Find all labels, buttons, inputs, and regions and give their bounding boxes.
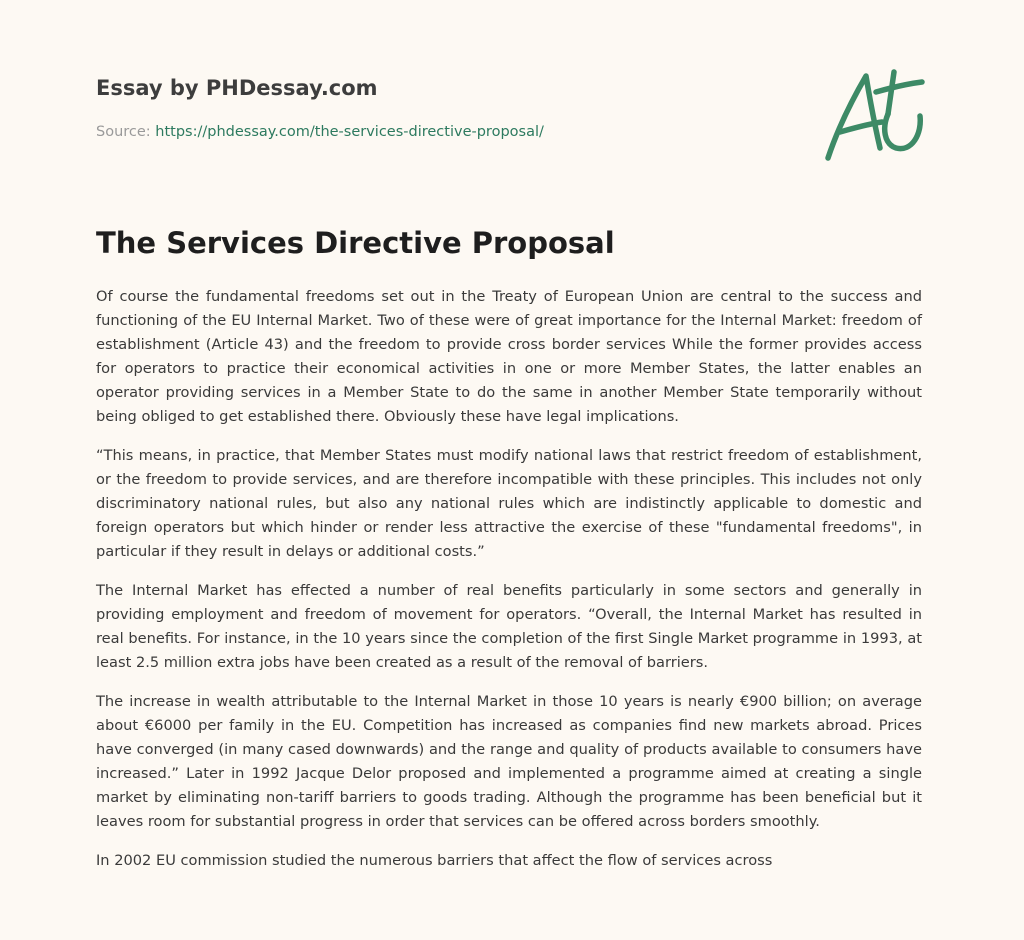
- paragraph: The Internal Market has effected a number of real benefits particularly in some sectors and generally in providing employment and freedom of movement for operators. “Overall, the Internal Market has resulted in real benefits. For instance, in the 10 years since the completion of the first Single Market programme in 1993, at least 2.5 million extra jobs have been created as a result of the removal of barriers.: [96, 582, 922, 671]
- source-link[interactable]: https://phdessay.com/the-services-directive-proposal/: [155, 124, 544, 140]
- paragraph: In 2002 EU commission studied the numerous barriers that affect the flow of services across: [96, 852, 773, 869]
- paragraph: Of course the fundamental freedoms set out in the Treaty of European Union are central to the success and functioning of the EU Internal Market. Two of these were of great importance for the Internal Market: freedom of establishment (Article 43) and the freedom to provide cross border services While the former provides access for operators to practice their economical activities in one or more Member States, the latter enables an operator providing services in a Member State to do the same in another Member State temporarily without being obliged to get established there. Obviously these have legal implications.: [96, 288, 922, 425]
- essay-body: [96, 285, 922, 888]
- source-line: [96, 124, 544, 140]
- paragraph: The increase in wealth attributable to the Internal Market in those 10 years is nearly €900 billion; on average about €6000 per family in the EU. Competition has increased as companies find new markets abroad. Prices have converged (in many cased downwards) and the range and quality of products available to consumers have increased.” Later in 1992 Jacque Delor proposed and implemented a programme aimed at creating a single market by eliminating non-tariff barriers to goods trading. Although the programme has been beneficial but it leaves room for substantial progress in order that services can be offered across borders smoothly.: [96, 693, 922, 830]
- a-plus-grade-icon: [822, 66, 932, 166]
- paragraph: “This means, in practice, that Member States must modify national laws that restrict freedom of establishment, or the freedom to provide services, and are therefore incompatible with these principles. This includes not only discriminatory national rules, but also any national rules which are indistinctly applicable to domestic and foreign operators but which hinder or render less attractive the exercise of these "fundamental freedoms", in particular if they result in delays or additional costs.”: [96, 447, 922, 560]
- essay-title: The Services Directive Proposal: [96, 226, 615, 260]
- site-title: Essay by PHDessay.com: [96, 76, 378, 100]
- source-label: Source:: [96, 124, 156, 140]
